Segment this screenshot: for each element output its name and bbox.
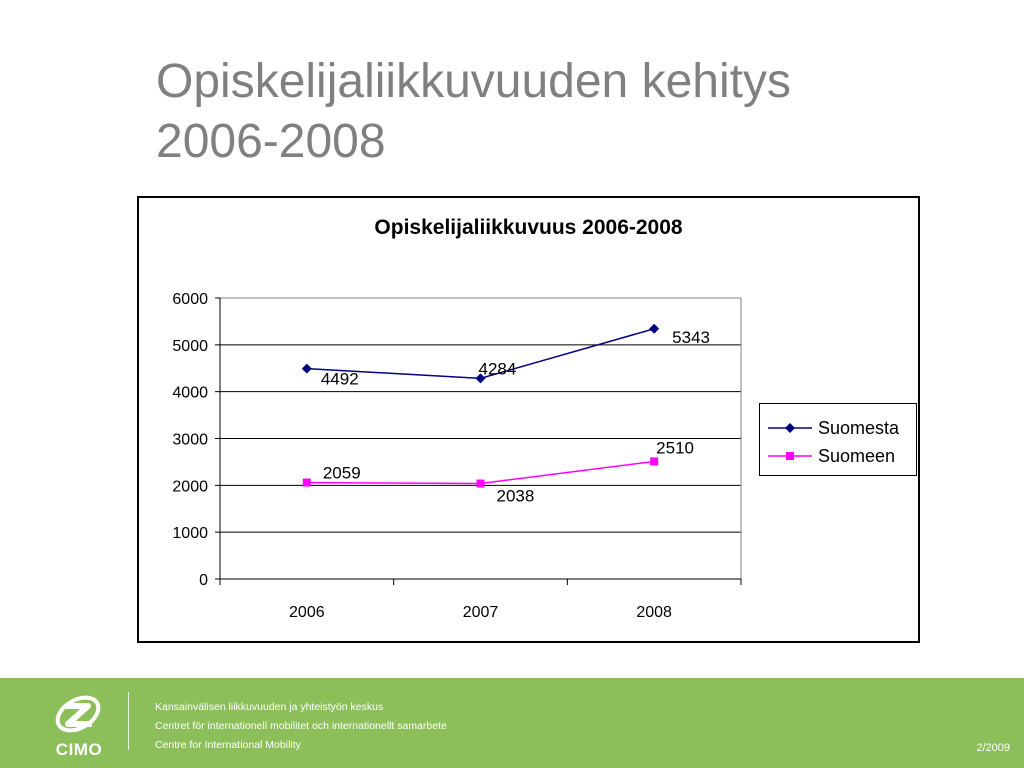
y-tick-label-5000: 5000 [172,337,208,355]
data-point-suomesta-2006 [302,364,312,374]
chart-frame [137,196,920,643]
data-label-suomeen-2008: 2510 [656,438,694,458]
cimo-logo-icon [48,690,110,740]
data-point-suomeen-2006 [303,479,311,487]
footer-line-swedish: Centret för internationell mobilitet och internationellt samarbete [155,720,447,732]
cimo-logo [48,690,110,760]
legend-item-suomesta [768,417,899,439]
chart-legend [759,403,917,476]
footer-organization-names [155,698,447,755]
slide-title-line-1: Opiskelijaliikkuvuuden kehitys [156,55,791,108]
logo-text: CIMO [55,740,103,759]
x-tick-label-2006: 2006 [289,604,325,621]
data-point-suomesta-2008 [649,324,659,334]
data-label-suomesta-2007: 4284 [478,359,517,379]
legend-label-suomeen: Suomeen [818,445,896,466]
x-tick-label-2008: 2008 [636,604,672,621]
data-label-suomeen-2007: 2038 [496,486,535,506]
data-label-suomeen-2006: 2059 [322,463,361,483]
y-tick-label-2000: 2000 [172,478,208,496]
slide-title [156,52,956,172]
y-tick-label-0: 0 [199,572,208,589]
footer-line-english: Centre for International Mobility [155,739,301,751]
y-tick-label-1000: 1000 [172,525,208,543]
footer-line-finnish: Kansainvälisen liikkuvuuden ja yhteistyön keskus [155,701,384,713]
legend-label-suomesta: Suomesta [818,417,900,438]
data-point-suomeen-2007 [477,480,485,488]
legend-marker-suomesta [768,421,812,435]
y-tick-label-6000: 6000 [172,291,208,308]
data-point-suomeen-2008 [650,457,658,465]
x-tick-label-2007: 2007 [462,604,499,621]
legend-item-suomeen [768,445,895,467]
chart-title: Opiskelijaliikkuvuus 2006-2008 [374,216,683,239]
y-tick-label-4000: 4000 [172,384,208,402]
legend-marker-suomeen [768,449,812,463]
footer-bar [0,678,1024,768]
data-label-suomesta-2008: 5343 [672,327,710,347]
y-tick-label-3000: 3000 [172,431,208,449]
data-label-suomesta-2006: 4492 [320,369,359,389]
footer-divider [128,692,129,750]
slide-title-line-2: 2006-2008 [156,115,386,168]
footer-date: 2/2009 [976,742,1010,754]
